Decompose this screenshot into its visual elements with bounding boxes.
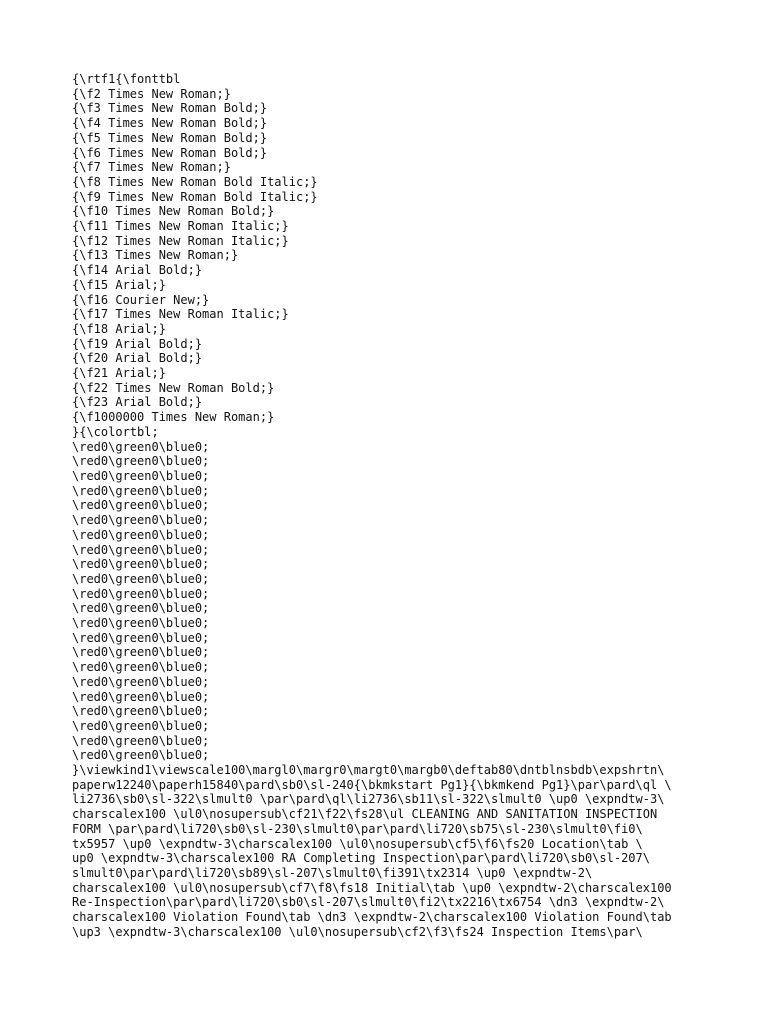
text-line: \red0\green0\blue0;: [72, 513, 210, 528]
text-line: {\rtf1{\fonttbl: [72, 72, 181, 86]
text-line: \red0\green0\blue0;: [72, 483, 210, 498]
text-line: {\f22 Times New Roman Bold;}: [72, 380, 275, 395]
text-line: \red0\green0\blue0;: [72, 586, 210, 601]
text-line: \red0\green0\blue0;: [72, 527, 210, 542]
text-line: {\f19 Arial Bold;}: [72, 336, 203, 351]
text-line: {\f23 Arial Bold;}: [72, 395, 203, 410]
text-line: {\f16 Courier New;}: [72, 292, 210, 307]
text-line: {\f3 Times New Roman Bold;}: [72, 101, 268, 116]
text-line: \red0\green0\blue0;: [72, 748, 210, 763]
text-line: {\f17 Times New Roman Italic;}: [72, 307, 289, 322]
text-line: charscalex100 \ul0\nosupersub\cf7\f8\fs18 Initial\tab \up0 \expndtw-2\charscalex100: [72, 880, 672, 895]
text-line: \red0\green0\blue0;: [72, 674, 210, 689]
text-line: \red0\green0\blue0;: [72, 733, 210, 748]
text-line: \red0\green0\blue0;: [72, 571, 210, 586]
text-line: {\f20 Arial Bold;}: [72, 351, 203, 366]
text-line: \red0\green0\blue0;: [72, 689, 210, 704]
text-line: \red0\green0\blue0;: [72, 557, 210, 572]
text-line: \red0\green0\blue0;: [72, 645, 210, 660]
text-line: {\f13 Times New Roman;}: [72, 248, 239, 263]
text-line: }\viewkind1\viewscale100\margl0\margr0\margt0\margb0\deftab80\dntblnsbdb\expshrtn\: [72, 763, 665, 778]
text-line: FORM \par\pard\li720\sb0\sl-230\slmult0\par\pard\li720\sb75\sl-230\slmult0\fi0\: [72, 821, 643, 836]
text-line: \red0\green0\blue0;: [72, 454, 210, 469]
text-line: slmult0\par\pard\li720\sb89\sl-207\slmult0\fi391\tx2314 \up0 \expndtw-2\: [72, 865, 593, 880]
text-line: {\f15 Arial;}: [72, 277, 166, 292]
text-line: li2736\sb0\sl-322\slmult0 \par\pard\ql\li2736\sb11\sl-322\slmult0 \up0 \expndtw-3\: [72, 792, 665, 807]
text-line: \red0\green0\blue0;: [72, 542, 210, 557]
text-line: \up3 \expndtw-3\charscalex100 \ul0\nosupersub\cf2\f3\fs24 Inspection Items\par\: [72, 924, 643, 939]
text-line: paperw12240\paperh15840\pard\sb0\sl-240{\bkmkstart Pg1}{\bkmkend Pg1}\par\pard\ql \: [72, 777, 672, 792]
text-line: {\f12 Times New Roman Italic;}: [72, 233, 289, 248]
text-line: tx5957 \up0 \expndtw-3\charscalex100 \ul0\nosupersub\cf5\f6\fs20 Location\tab \: [72, 836, 643, 851]
text-line: \red0\green0\blue0;: [72, 601, 210, 616]
text-line: \red0\green0\blue0;: [72, 439, 210, 454]
text-line: \red0\green0\blue0;: [72, 468, 210, 483]
text-line: {\f18 Arial;}: [72, 321, 166, 336]
text-line: \red0\green0\blue0;: [72, 498, 210, 513]
text-line: {\f8 Times New Roman Bold Italic;}: [72, 174, 318, 189]
text-line: Re-Inspection\par\pard\li720\sb0\sl-207\slmult0\fi2\tx2216\tx6754 \dn3 \expndtw-2\: [72, 895, 665, 910]
text-line: up0 \expndtw-3\charscalex100 RA Completing Inspection\par\pard\li720\sb0\sl-207\: [72, 851, 650, 866]
text-line: {\f21 Arial;}: [72, 366, 166, 381]
text-line: {\f7 Times New Roman;}: [72, 160, 231, 175]
text-line: {\f2 Times New Roman;}: [72, 86, 231, 101]
text-line: \red0\green0\blue0;: [72, 616, 210, 631]
text-line: {\f10 Times New Roman Bold;}: [72, 204, 275, 219]
text-line: {\f14 Arial Bold;}: [72, 263, 203, 278]
text-line: {\f1000000 Times New Roman;}: [72, 410, 275, 425]
text-line: {\f11 Times New Roman Italic;}: [72, 219, 289, 234]
text-line: \red0\green0\blue0;: [72, 660, 210, 675]
text-line: }{\colortbl;: [72, 424, 159, 439]
text-line: {\f5 Times New Roman Bold;}: [72, 130, 268, 145]
text-line: \red0\green0\blue0;: [72, 718, 210, 733]
text-line: {\f4 Times New Roman Bold;}: [72, 116, 268, 131]
rtf-source-text: [72, 72, 712, 939]
text-line: {\f9 Times New Roman Bold Italic;}: [72, 189, 318, 204]
text-line: {\f6 Times New Roman Bold;}: [72, 145, 268, 160]
text-line: charscalex100 Violation Found\tab \dn3 \expndtw-2\charscalex100 Violation Found\tab: [72, 910, 672, 925]
text-line: charscalex100 \ul0\nosupersub\cf21\f22\fs28\ul CLEANING AND SANITATION INSPECTION: [72, 807, 658, 822]
text-line: \red0\green0\blue0;: [72, 704, 210, 719]
text-line: \red0\green0\blue0;: [72, 630, 210, 645]
